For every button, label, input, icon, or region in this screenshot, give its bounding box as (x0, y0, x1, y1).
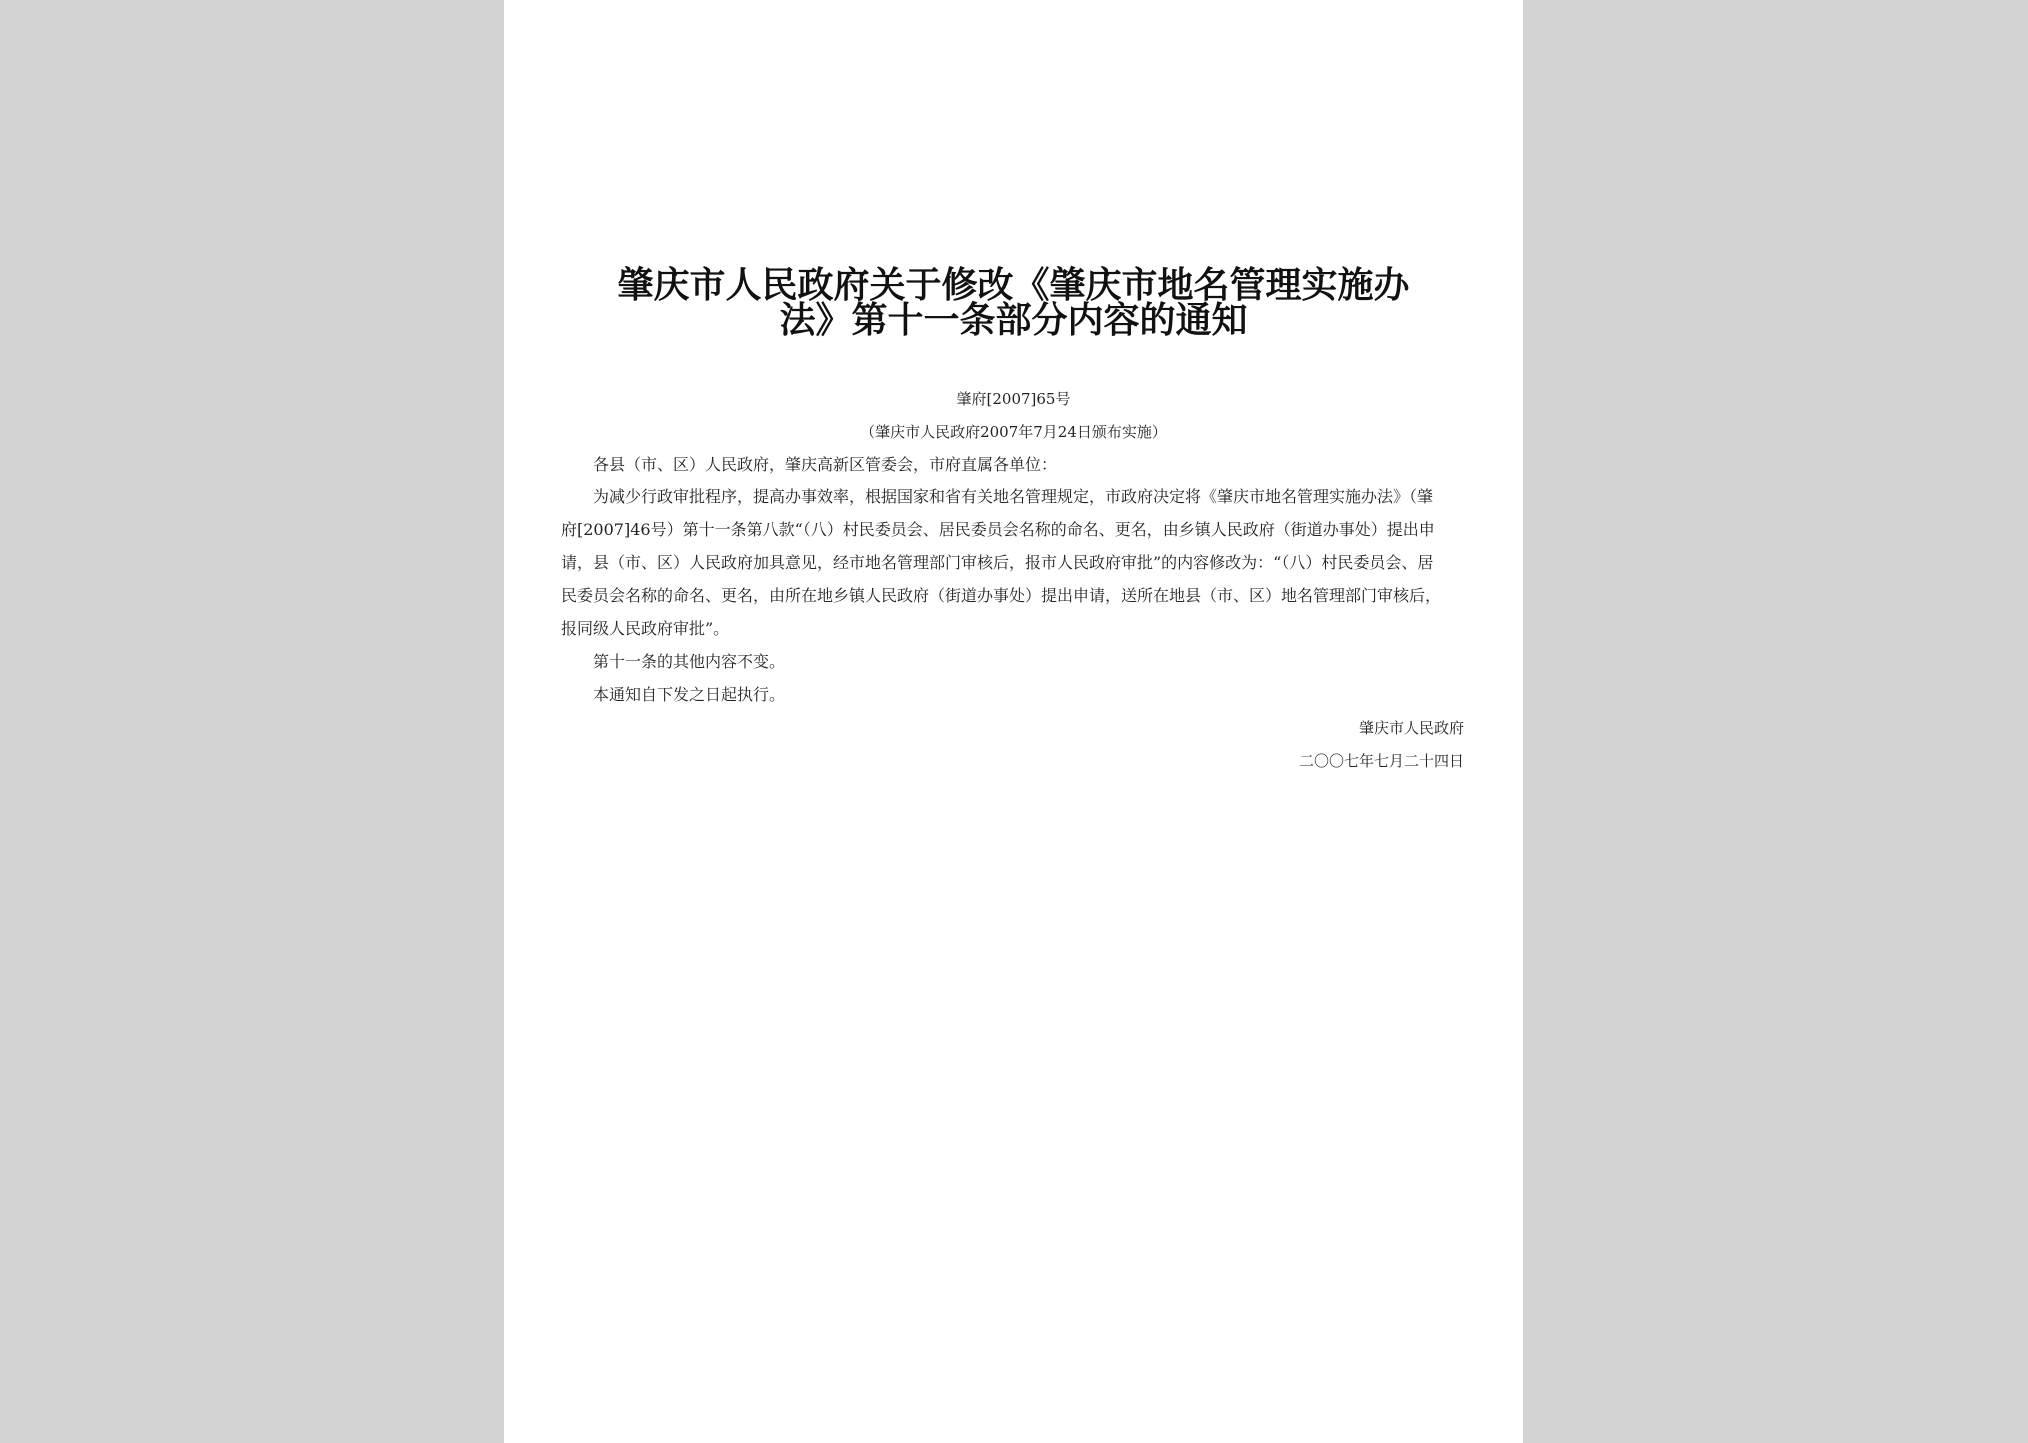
salutation: 各县（市、区）人民政府，肇庆高新区管委会，市府直属各单位： (593, 455, 1058, 474)
document-number: 肇府[2007]65号 (956, 390, 1071, 408)
paragraph-1-line-3: 请，县（市、区）人民政府加具意见，经市地名管理部门审核后，报市人民政府审批”的内容修改为：“（八）村民委员会、居 (561, 553, 1434, 572)
paragraph-2: 第十一条的其他内容不变。 (593, 652, 786, 671)
document-page (504, 0, 1523, 1443)
issued-note: （肇庆市人民政府2007年7月24日颁布实施） (860, 423, 1167, 441)
signature-date: 二〇〇七年七月二十四日 (1298, 752, 1464, 770)
paragraph-1-line-2: 府[2007]46号）第十一条第八款“（八）村民委员会、居民委员会名称的命名、更名，由乡镇人民政府（街道办事处）提出申 (561, 520, 1435, 539)
document-title-line-1: 肇庆市人民政府关于修改《肇庆市地名管理实施办 (617, 264, 1410, 306)
paragraph-1-line-1: 为减少行政审批程序，提高办事效率，根据国家和省有关地名管理规定，市政府决定将《肇庆市地名管理实施办法》（肇 (593, 487, 1434, 506)
document-title-line-2: 法》第十一条部分内容的通知 (779, 299, 1248, 341)
paragraph-1-line-4: 民委员会名称的命名、更名，由所在地乡镇人民政府（街道办事处）提出申请，送所在地县（市、区）地名管理部门审核后， (561, 586, 1442, 605)
signature: 肇庆市人民政府 (1358, 719, 1464, 737)
paragraph-3: 本通知自下发之日起执行。 (593, 685, 786, 704)
paragraph-1-line-5: 报同级人民政府审批”。 (561, 619, 730, 638)
